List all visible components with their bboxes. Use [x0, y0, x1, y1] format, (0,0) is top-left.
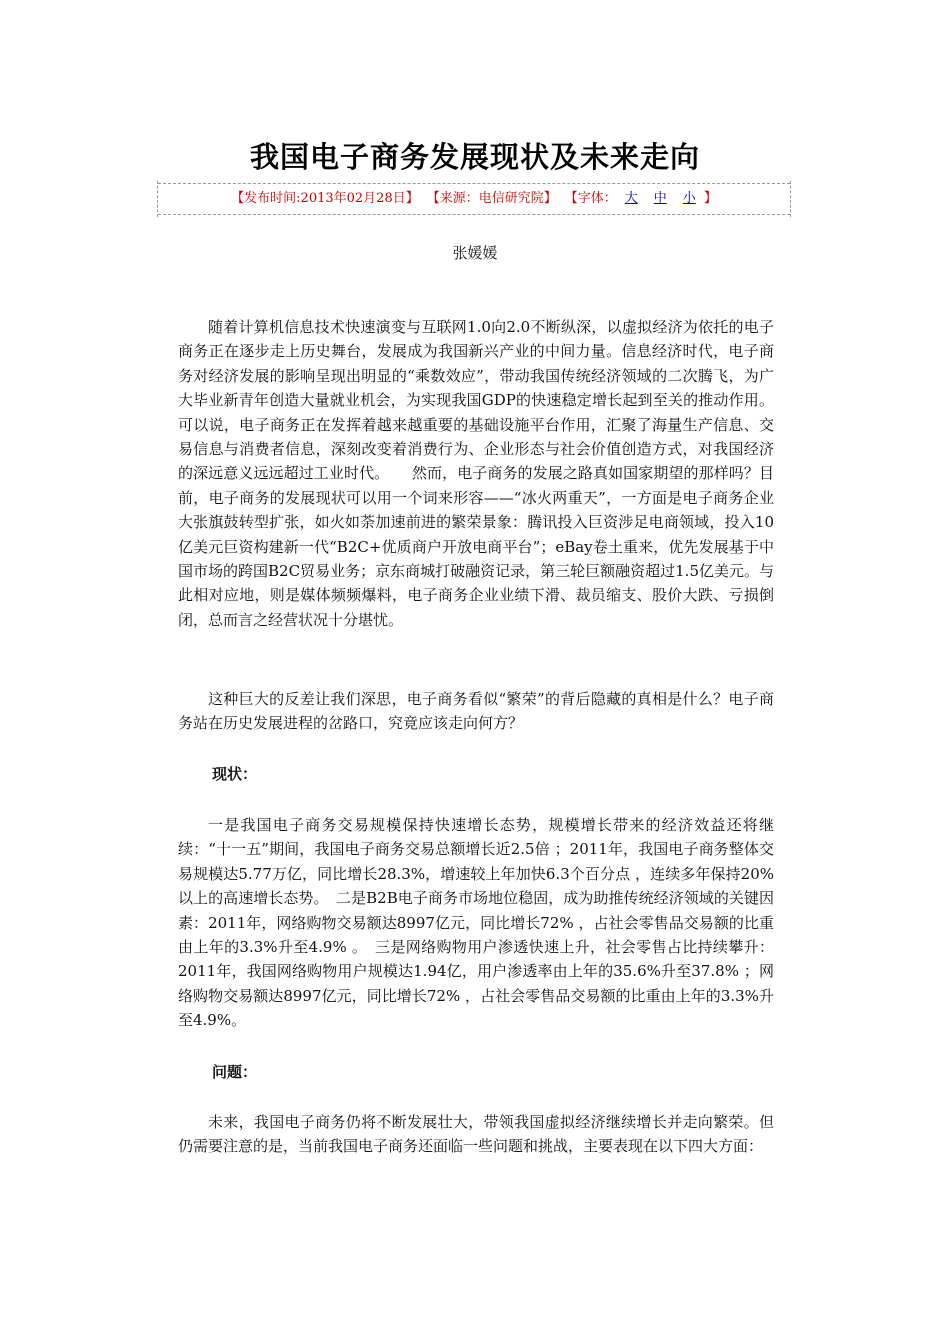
publish-time: 【发布时间:2013年02月28日】: [231, 191, 419, 206]
font-size-label-close: 】: [703, 191, 717, 206]
paragraph-problems-intro: 未来，我国电子商务仍将不断发展壮大，带领我国虚拟经济继续增长并走向繁荣。但仍需要注意的是，当前我国电子商务还面临一些问题和挑战，主要表现在以下四大方面：: [178, 1113, 774, 1156]
article-author: 张媛媛: [452, 244, 498, 262]
paragraph-question: 这种巨大的反差让我们深思，电子商务看似“繁荣”的背后隐藏的真相是什么？电子商务站在历史发展进程的岔路口，究竟应该走向何方？: [178, 690, 774, 733]
article-meta-box: [158, 183, 790, 215]
paragraph-status: 一是我国电子商务交易规模保持快速增长态势，规模增长带来的经济效益还将继续：“十一五”期间，我国电子商务交易总额增长近2.5倍 ；2011年，我国电子商务整体交易规模达5.77万亿，同比增长28.3%，增速较上年加快6.3个百分点 ，连续多年保持20%以上的高速增长态势。 二是B2B电子商务市场地位稳固，成为助推传统经济领域的关键因素：2011年，网络购物交易额达8997亿元，同比增长72% ，占社会零售品交易额的比重由上年的3.3%升至4.9% 。 三是网络购物用户渗透快速上升，社会零售占比持续攀升：2011年，我国网络购物用户规模达1.94亿，用户渗透率由上年的35.6%升至37.8% ；网络购物交易额达8997亿元，同比增长72% ，占社会零售品交易额的比重由上年的3.3%升至4.9%。: [178, 816, 774, 1030]
article-meta-line: [158, 190, 790, 208]
meta-box-right-border: [790, 181, 791, 217]
font-size-small-link[interactable]: 小: [682, 191, 696, 206]
section-heading-problems: 问题：: [212, 1063, 258, 1081]
font-size-medium-link[interactable]: 中: [653, 191, 667, 206]
font-size-label: 【字体：: [564, 191, 617, 206]
article-source: 【来源：电信研究院】: [426, 191, 557, 206]
section-heading-status: 现状：: [212, 765, 258, 783]
paragraph-intro: 随着计算机信息技术快速演变与互联网1.0向2.0不断纵深，以虚拟经济为依托的电子商务正在逐步走上历史舞台，发展成为我国新兴产业的中间力量。信息经济时代，电子商务对经济发展的影响呈现出明显的“乘数效应”，带动我国传统经济领域的二次腾飞，为广大毕业新青年创造大量就业机会，为实现我国GDP的快速稳定增长起到至关的推动作用。可以说，电子商务正在发挥着越来越重要的基础设施平台作用，汇聚了海量生产信息、交易信息与消费者信息，深刻改变着消费行为、企业形态与社会价值创造方式，对我国经济的深远意义远远超过工业时代。 然而，电子商务的发展之路真如国家期望的那样吗？目前，电子商务的发展现状可以用一个词来形容——“冰火两重天”，一方面是电子商务企业大张旗鼓转型扩张，如火如荼加速前进的繁荣景象：腾讯投入巨资涉足电商领域，投入10亿美元巨资构建新一代“B2C+优质商户开放电商平台”；eBay卷土重来，优先发展基于中国市场的跨国B2C贸易业务；京东商城打破融资记录，第三轮巨额融资超过1.5亿美元。与此相对应地，则是媒体频频爆料，电子商务企业业绩下滑、裁员缩支、股价大跌、亏损倒闭，总而言之经营状况十分堪忧。: [178, 318, 774, 629]
font-size-large-link[interactable]: 大: [624, 191, 638, 206]
article-title: 我国电子商务发展现状及未来走向: [249, 140, 700, 174]
